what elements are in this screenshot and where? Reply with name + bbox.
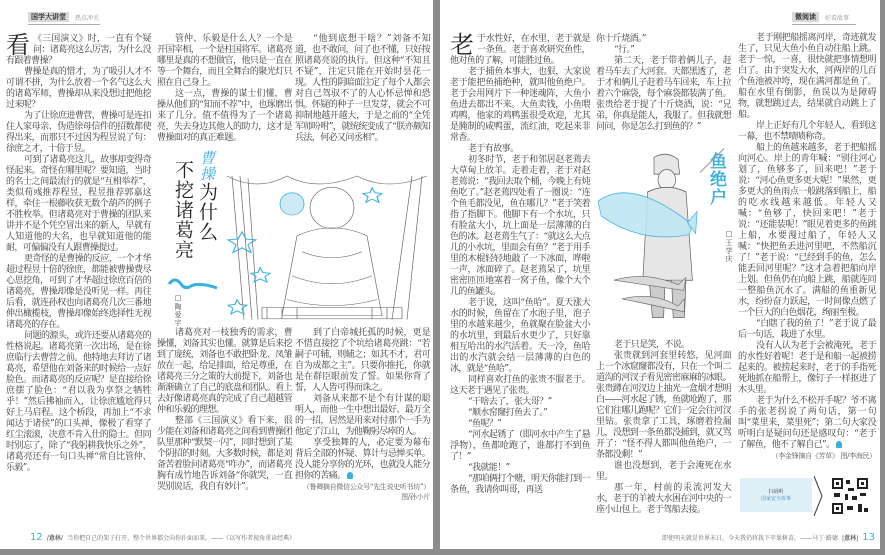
paragraph: “行。”: [614, 45, 635, 55]
paragraph: 整部《三国演义》看下来，很少能在刘备和诸葛亮之间看到曹操团队里那种“默契一闪”，同时想到了某个阴招的时刻。大多数时候，都是刘备苦着脸问诸葛亮“咋办”，而诸葛亮胸有成竹地告诉刘备“你就哭，一直哭别说话，我自有妙计”。: [157, 416, 292, 492]
paragraph: 那一年，村前的汞流河发大水，老于的羊被大水困在河中央的一座小山包上。老于驾船去接。: [596, 483, 731, 515]
paragraph: “鱼呢？”: [468, 419, 502, 429]
footer-quote: 即使明天就是世界末日，今天我仍将栽下苹果树苗。——马丁·路德: [662, 535, 838, 542]
paragraph: [738, 396, 876, 451]
paragraph: 《三国演义》时，一直有个疑问：诸葛亮这么厉害，为什么没有跟着曹操？: [6, 34, 151, 66]
article-column-2-bottom: [596, 340, 731, 516]
article-column-1: [6, 31, 151, 474]
section-header: [28, 12, 100, 25]
end-mark-icon: [836, 441, 842, 448]
paragraph: 你十斤烧酒。”: [596, 34, 646, 44]
title-rest: 为什么: [196, 182, 218, 242]
section-tag: 国学大讲堂: [28, 12, 69, 22]
article-column-3: [738, 33, 876, 461]
paragraph: 老于捕鱼本事大，也狠，大家说老于能把鱼捕绝种，就叫他鱼绝户。老于会用网片下一种迷魂阵，大鱼小鱼进去都出不来。大鱼卖钱，小鱼喂鸡鸭，他家的鸡鸭蛋很受欢迎，尤其是腌制的咸鸭蛋，流红油，吃起来非常香。: [450, 67, 590, 143]
drop-cap: 老: [450, 31, 474, 59]
article-title-line1: [194, 150, 221, 242]
paragraph: 更奇怪的是曹操的反应，一个才华超过程昱十倍的徐庶，都能被曹操费尽心思挖角，可到了才华超过徐庶百倍的诸葛亮，曹操却像是没听见一样。再往后看，就连孙权也向诸葛亮几次三番地伸出橄榄枝，曹操却像始终选择性无视诸葛亮的存在。: [6, 254, 151, 330]
paragraph: 谁也没想到，老于会淹死在水里。: [596, 461, 731, 482]
paragraph: “干啥去了，张大哥？”: [468, 397, 552, 407]
qr-promo-box[interactable]: [740, 478, 812, 512]
article-author: □王学庆: [725, 230, 733, 263]
section-tag: 微阅读: [792, 12, 819, 22]
cloud-ornament-icon: [165, 274, 220, 294]
paragraph: “我就能！”: [468, 463, 510, 473]
article-column-2-bottom: [157, 328, 292, 493]
article-title-line2: 不挖诸葛亮: [172, 160, 194, 260]
paragraph: 这一点，曹操的谋士们懂，曹操从他们的“知而不荐”中，也琢磨出来了几分。值不值得为了一个诸葛亮，失去身边其他人的助力，这才是曹操面对的真正难题。: [157, 89, 292, 143]
drop-cap: 看: [6, 31, 30, 59]
paragraph: 老于只是笑，不说。: [614, 340, 690, 350]
page-number: 12: [30, 532, 43, 543]
paragraph: 岸上正好有几个年轻人，看到这一幕，也不禁啧啧称奇。: [738, 121, 876, 142]
paragraph: 管仲、乐毅是什么人？一个是开国宰相，一个是柱国将军。诸葛亮哪里是真的不想做官，他只是一直在等一个舞台，而且全舞台的聚光灯只照在自己身上。: [157, 34, 292, 88]
paragraph: 张贵就到河套里转悠，见河面上一个冰窟窿都没有，只在一个叫二道沟的河汊子看见密密麻麻的冰眼。张贵蹲在河汊边上抽光一盒烟才想明白——河水起了锈，鱼就呛跑了，那它们往哪儿跑呢？它们一定会往河汊里钻。张贵拿了工具，琢磨着捡漏儿，没想到一条鱼都没捕到，就又骂开了：“怪不得人都叫他鱼绝户，一条都没剩！”: [596, 351, 731, 460]
paragraph: 为了让徐庶进曹营，曹操可是连扣住人家母亲、伪造徐母信件的招数都使得出来，而那只不过因为程昱说了句：徐庶之才，十倍于昱。: [6, 111, 151, 154]
qr-sublabel: 国家安全故事: [760, 496, 791, 502]
paragraph: 老于有故事。: [468, 144, 519, 154]
footer-brand: |意林|: [841, 535, 859, 542]
paragraph: 曹操是真的惜才，为了吸引人才不可谓不拼，为什么放着一个名气这么大的诸葛军师，曹操却从来没想过把他挖过来呢？: [6, 67, 151, 110]
zhuge-liang-stage-illustration: [222, 172, 432, 322]
article-column-1: [450, 31, 590, 496]
paragraph: 初冬时节，老于和邻居赵老蔫去大草甸上放羊。走着走着，老于对赵老蔫说：“我回去取个桶，今晚上有炖鱼吃了。”赵老蔫四处看了一圈说：“连个鱼毛都没见，鱼在哪儿？”老于笑着指了指脚下。他脚下有一个水坑，只有脸盆大小，坑上面是一层薄薄的白色的冰。赵老蔫生气了：“就这么大点儿的小水坑，里面会有鱼？”老于用手里的木棍轻轻地敲了一下冰面，哗啦一声，冰面碎了。赵老蔫呆了，坑里密密匝匝地塞着一窝子鱼，像个大个儿的鱼罐头。: [450, 155, 590, 297]
paragraph: 诸葛亮对一枝独秀的需求，曹操懂，刘备其实也懂。就算是后来挖到了庞统，刘备也不敢把卧龙、凤雏放在一起，给足排面，给足尊重，在诸葛亮三分之策的大前提下，刘备也渐渐确立了自己的底盘和团队。看上去好像诸葛亮真的完成了自己超越管仲和乐毅的理想。: [157, 328, 292, 415]
paragraph: 问题的源头，或许还要从诸葛亮的性格说起。诸葛亮第一次出场，是在徐庶临行去曹营之前。他特地去拜访了诸葛亮，希望他在刘备来的时候给一点好脸色。而诸葛亮的反应呢？是直接给徐庶摆了脸色：“君以我为享祭之牺牲乎！”然后拂袖而入，让徐庶尴尬得只好上马启程。这个桥段，再加上“不求闻达于诸侯”的口头禅，像极了看穿了红尘滚滚，决意不肯入仕的隐士。但同时别忘了，除了“我躬耕我快乐之外”，诸葛亮还有一句口头禅“常自比管仲、乐毅”。: [6, 331, 151, 473]
page-footer: [30, 532, 295, 543]
paragraph: [295, 438, 430, 482]
paragraph: “河水起锈了（即河水中产生了悬浮物），鱼都呛跑了，谁都打不到鱼了！”: [450, 430, 590, 462]
footer-quote: 当你把自己的架子打开，整个世界都会向你扑面而来。——《以写作者视角重读经典》: [67, 535, 296, 542]
page-number: 13: [862, 532, 876, 543]
paragraph: “那咱俩打个赌，明天你能打到一条鱼，我请你叫哥，再送: [450, 474, 590, 495]
fisherman-with-fish-illustration: [598, 150, 698, 336]
section-header: [792, 12, 856, 25]
article-column-2-top: [596, 34, 731, 133]
paragraph: 于水性好，在水里，老于就是一条鱼。老于喜欢研究鱼性，他对鱼的了解，可能胜过鱼。: [450, 34, 590, 66]
qr-code-icon[interactable]: [814, 476, 872, 516]
section-subtag: 热点冲关: [75, 14, 100, 22]
article-column-3-bottom: [295, 328, 430, 502]
paragraph: 到了白帝城托孤的时候，更是不惜直接挖了个坑给诸葛亮跳：“若嗣子可辅，则辅之；如其不才，君可自为成都之主”。只要你推托，你就是在群臣眼前发了誓。如果你背了誓，人人皆可得而诛之。: [295, 328, 430, 393]
article-source: （李金锋摘自《芳草》 图/李海民）: [771, 452, 876, 460]
paragraph-text: 老于为什么不松开手呢？爷不离手的张老拐说了两句话，第一句叫“菜里来，菜里死”；第二句大家没听明白是疑问句还是感叹句：“老于了解鱼，他不了解自己”。: [738, 396, 876, 450]
paragraph: 可到了诸葛亮这儿，故事却变得奇怪起来。奇怪在哪里呢？要知道，当时的名士之间最流行的就是“互相举荐”，类似荀彧推荐程昱，程昱推荐郭嘉这样，牵住一根藤收获无数个葫芦的例子不胜枚举。但诸葛亮对于曹操的团队来讲并不是个凭空冒出来的新人，早就有人知道他的大名，也早就知道他的能耐，可偏偏没有人跟曹操提过。: [6, 155, 151, 253]
right-page: [440, 0, 880, 549]
paragraph: 同样喜欢打鱼的张贵不服老于。这天老于遇见了张贵。: [450, 375, 590, 396]
page-footer: [662, 532, 875, 543]
article-title: 鱼绝户: [706, 152, 726, 206]
paragraph: 船上的鱼越来越多，老于把船摇向河心。岸上的青年喊：“别往河心划了，鱼够多了，回来吧！”老于说：“河心鱼更多更大呢！”果然，更多更大的鱼雨点一般跳落到船上，船的吃水线越来越低。年轻人又喊：“鱼够了，快回来吧！”老于说：“还能装呢！”眼见着更多的鱼跳上船，水要漫过船了，年轻人又喊：“快把鱼丢进河里吧，不然船沉了！”老于说：“已经到手的鱼，怎么能丢回河里呢？”这才急着把船向岸上划。但鱼仍在向船上跳，船就连同一整船鱼沉水了。满船的鱼重新见水，纷纷奋力跃起，一时间像点燃了一个巨大的白色烟花，绚丽至极。: [738, 143, 876, 318]
article-author: □陶爱宇: [174, 294, 182, 327]
qr-label: 扫码听: [768, 489, 784, 495]
left-page: [0, 0, 433, 549]
paragraph: 没有人认为老于会被淹死，老于的水性好着呢！老于是和船一起被捞起来的。被捞起来时，老于的手指死死地抓在船帮上，像钉子一样抠进了木头里。: [738, 341, 876, 395]
paragraph: 刘备从来都不是个有计谋的聪明人，而他一生中想出最好、最万全的一招，居然是用来对付那个一手为他定了江山，为他鞠躬尽瘁的人。: [295, 394, 430, 437]
paragraph: “他到底想干啥？”刘备不知道，也不敢问，问了也不懂，只好按照诸葛亮说的执行。但这种“不知且不疑”，注定只能在开始时昙花一现。人性的阴暗面注定了每个人都会对自己驾驭不了的人心怀忌惮和恐惧。怀疑的种子一旦发芽，就会不可抑制地越开越大，于是之前的“全凭军师吩咐”，就统统变成了“朕亦颇知兵法，何必又问丞相”。: [295, 34, 430, 143]
article-source: （鲁卿摘自微信公众号“先生说史听书坊”）: [302, 483, 430, 491]
article-column-3-top: [295, 34, 430, 144]
article-column-2-top: [157, 34, 292, 144]
paragraph: 老于刚把船摇离河岸，奇迹就发生了，只见大鱼小鱼自动往船上跳。老于一惊，一喜，很快就把事情想明白了。由于突发大水，河两岸的几百个鱼池被冲垮，现在满河都是鱼了。船在水里有倒影，鱼误以为是障碍物，就想跳过去，结果就自动跳上了船。: [738, 33, 876, 120]
footer-brand: /意林/: [46, 535, 64, 542]
end-mark-icon: [347, 472, 353, 479]
paragraph: 第二天，老于带着俩儿子，赶着马车去了大河套。天都黑透了，老于才和俩儿子赶着马车回来，车上拉着六个麻袋，每个麻袋都装满了鱼。张贵给老于提了十斤烧酒，说：“兄弟，你真是能人，我服了。但我就想问问，你是怎么打到鱼的？”: [596, 56, 731, 132]
paragraph: “白瞎了我的鱼了！”老于说了最后一句话，栽进了水里。: [738, 319, 876, 340]
illustrator-credit: 图/孙小片: [401, 493, 430, 501]
title-accent: 曹操: [198, 150, 216, 182]
paragraph-text: 享受独舞的人，必定要为幕布背后全部的怀疑、算计与忌惮买单。没人能分享你的光环，也就没人能分担你的苦痛。: [295, 438, 430, 481]
paragraph: “顺水窑窿打鱼去了。”: [468, 408, 548, 418]
paragraph: 老于说，这叫“鱼哈”。夏天涨大水的时候，鱼留在了水泡子里，泡子里的水越来越少，鱼就聚在脸盆大小的水坑里，到最后水更少了，只好靠相互哈出的水汽活着。天一冷，鱼哈出的水汽就会结一层薄薄的白色的冰，就是“鱼哈”。: [450, 298, 590, 374]
section-subtag: 好看故事: [825, 14, 850, 22]
